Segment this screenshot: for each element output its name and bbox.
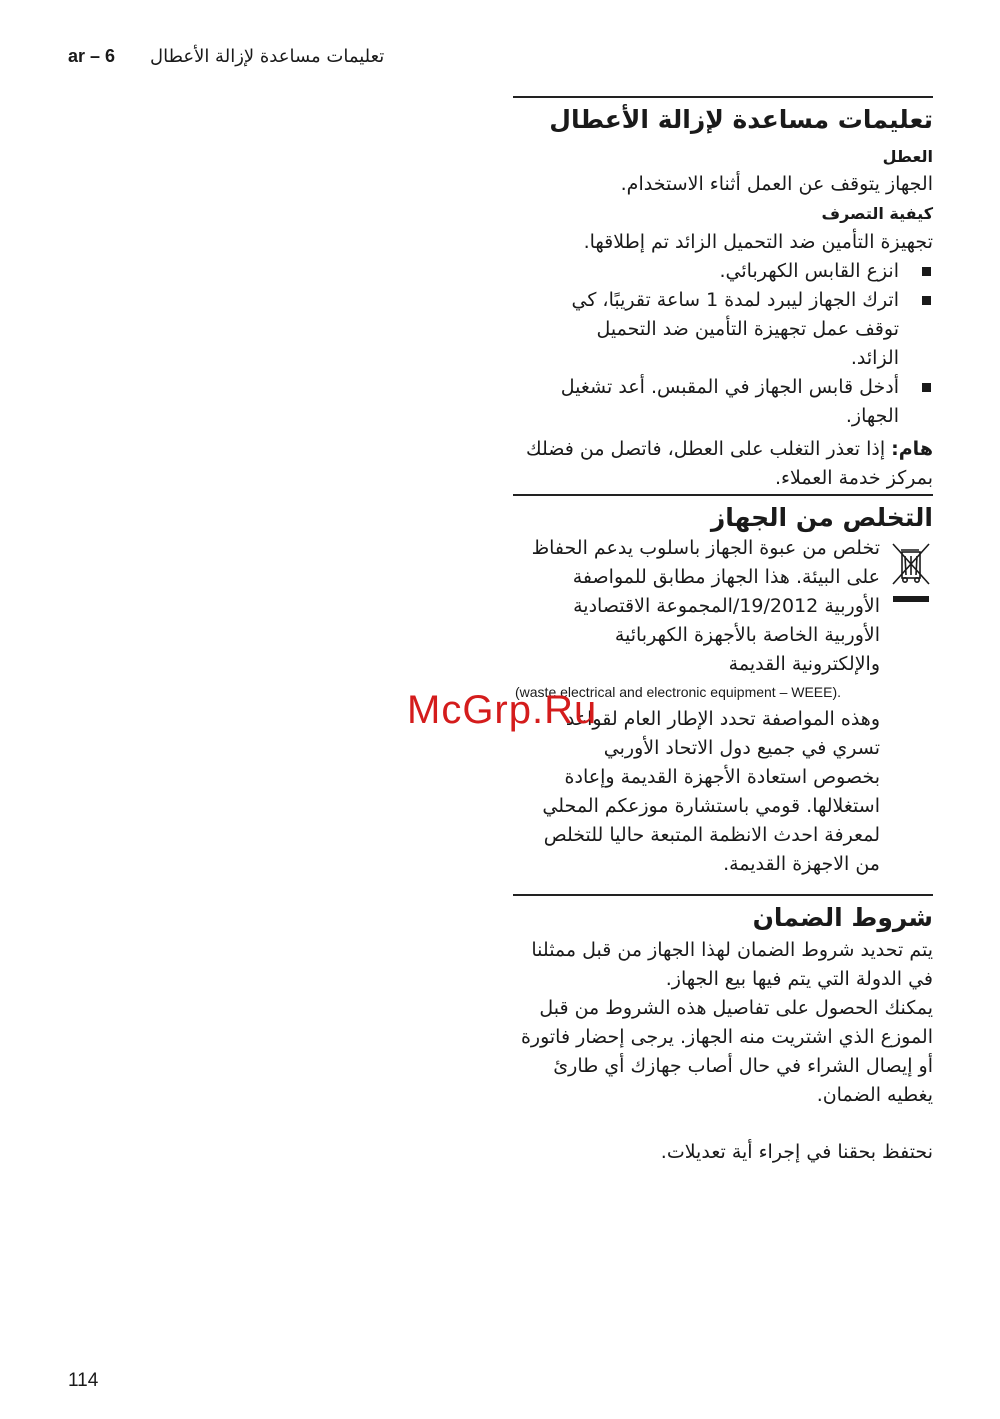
crossed-out-wheelie-bin-icon (889, 542, 933, 612)
section-title: التخلص من الجهاز (710, 503, 933, 532)
bullet-square-icon (922, 383, 931, 392)
warranty-section (513, 902, 933, 1167)
section-title: تعليمات مساعدة لإزالة الأعطال (549, 105, 933, 134)
steps-list (558, 257, 933, 431)
disposal-text: تخلص من عبوة الجهاز باسلوب يدعم الحفاظ على البيئة. هذا الجهاز مطابق للمواصفة الأوربية 19/2012/المجموعة الاقتصادية الأوربية الخاصة بالأجهزة الكهربائية والإلكترونية القديمة (531, 537, 880, 675)
action-text: تجهيزة التأمين ضد التحميل الزائد تم إطلاقها. (583, 231, 933, 253)
list-item: اترك الجهاز ليبرد لمدة 1 ساعة تقريبًا، كي توقف عمل تجهيزة التأمين ضد التحميل الزائد. (558, 286, 933, 373)
bullet-square-icon (922, 267, 931, 276)
modifications-note: نحتفظ بحقنا في إجراء أية تعديلات. (660, 1141, 933, 1163)
action-label: كيفية التصرف (821, 204, 933, 223)
list-item: أدخل قابس الجهاز في المقبس. أعد تشغيل الجهاز. (558, 373, 933, 431)
bullet-square-icon (922, 296, 931, 305)
fault-label: العطل (882, 147, 933, 166)
section-divider (513, 894, 933, 896)
page-code: ar – 6 (68, 46, 116, 66)
section-title: شروط الضمان (752, 903, 933, 932)
warranty-paragraph: يمكنك الحصول على تفاصيل هذه الشروط من قبل الموزع الذي اشتريت منه الجهاز. يرجى إحضار فاتورة أو إيصال الشراء في حال أصاب جهازك أي طارئ يغطيه الضمان. (520, 997, 933, 1106)
important-note: هام: إذا تعذر التغلب على العطل، فاتصل من فضلك بمركز خدمة العملاء. (525, 438, 933, 489)
page-number: 114 (68, 1370, 99, 1391)
troubleshooting-section (513, 104, 933, 493)
section-divider (513, 96, 933, 98)
running-header-title: تعليمات مساعدة لإزالة الأعطال (150, 46, 385, 67)
section-divider (513, 494, 933, 496)
fault-text: الجهاز يتوقف عن العمل أثناء الاستخدام. (620, 173, 933, 195)
watermark: McGrp.Ru (407, 688, 598, 732)
weee-english-text: (waste electrical and electronic equipment – WEEE). (515, 684, 842, 700)
disposal-text-continued: وهذه المواصفة تحدد الإطار العام لقواعد تسري في جميع دول الاتحاد الأوربي بخصوص استعادة الأجهزة القديمة وإعادة استغلالها. قومي باستشارة موزعكم المحلي لمعرفة احدث الانظمة المتبعة حاليا للتخلص من الاجهزة القديمة. (542, 708, 880, 875)
list-item: انزع القابس الكهربائي. (558, 257, 933, 286)
warranty-paragraph: يتم تحديد شروط الضمان لهذا الجهاز من قبل ممثلنا في الدولة التي يتم فيها بيع الجهاز. (531, 939, 933, 990)
